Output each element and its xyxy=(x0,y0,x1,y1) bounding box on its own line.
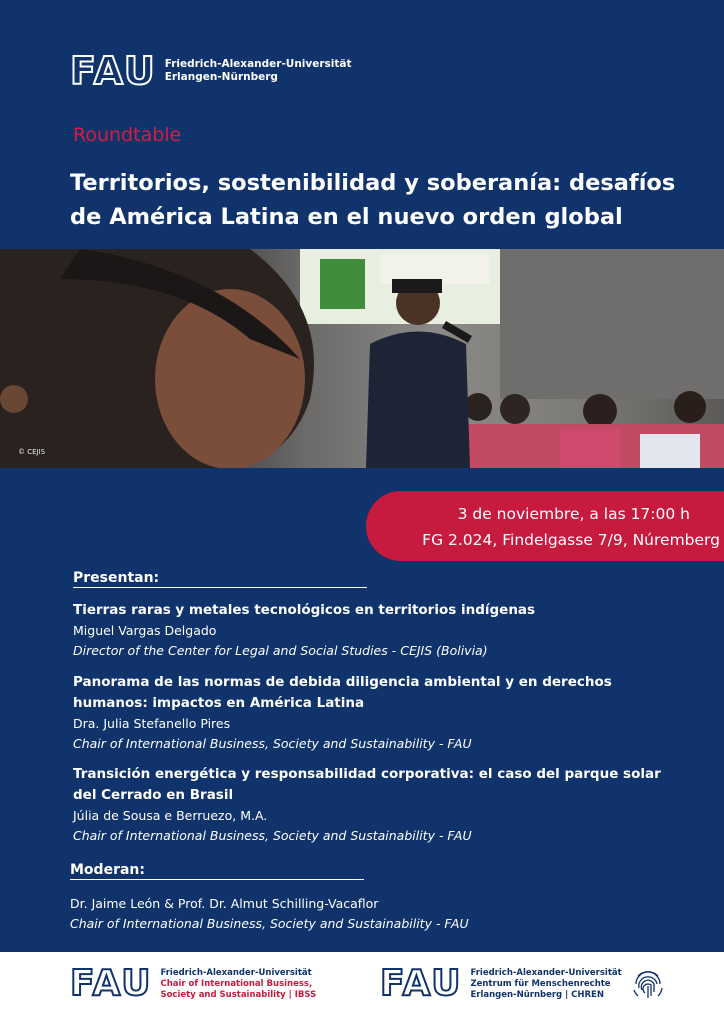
ibss-logo-line2: Chair of International Business, xyxy=(160,978,313,989)
university-name xyxy=(165,58,352,84)
talk-title-line1: Transición energética y responsabilidad corporativa: el caso del parque solar xyxy=(73,766,661,782)
presenters-heading: Presentan: xyxy=(73,570,367,588)
talk-title: Tierras raras y metales tecnológicos en territorios indígenas xyxy=(73,602,536,618)
ibss-logo-line3: Society and Sustainability | IBSS xyxy=(160,989,317,1000)
photo-illustration xyxy=(0,249,724,468)
fingerprint-icon xyxy=(630,966,666,1002)
moderator-affiliation: Chair of International Business, Society and Sustainability - FAU xyxy=(70,916,469,931)
ibss-logo-text xyxy=(160,968,316,1001)
talk-speaker: Dra. Julia Stefanello Pires xyxy=(73,716,231,731)
event-date: 3 de noviembre, a las 17:00 h xyxy=(457,505,690,523)
moderator-names: Dr. Jaime León & Prof. Dr. Almut Schilling-Vacaflor xyxy=(70,896,379,911)
university-name-line2: Erlangen-Nürnberg xyxy=(164,71,278,83)
talk-affiliation: Chair of International Business, Society and Sustainability - FAU xyxy=(73,828,472,843)
talk-speaker: Júlia de Sousa e Berruezo, M.A. xyxy=(73,808,268,823)
talk-title-line1: Panorama de las normas de debida diligencia ambiental y en derechos xyxy=(73,674,612,690)
talk-title-line2: del Cerrado en Brasil xyxy=(73,787,234,803)
talk-affiliation: Director of the Center for Legal and Social Studies - CEJIS (Bolivia) xyxy=(73,643,488,658)
event-title-line2: de América Latina en el nuevo orden global xyxy=(70,204,623,230)
event-location: FG 2.024, Findelgasse 7/9, Núremberg xyxy=(422,531,720,549)
fau-logo-wordmark: FAU xyxy=(70,49,157,93)
fau-logo-wordmark: FAU xyxy=(70,963,153,1004)
talk-2 xyxy=(73,672,693,754)
event-type-label: Roundtable xyxy=(73,124,182,146)
chren-logo-line3: Erlangen-Nürnberg | CHREN xyxy=(470,989,604,1000)
footer xyxy=(0,952,724,1024)
fau-header-logo xyxy=(70,49,352,93)
ibss-logo xyxy=(70,963,317,1004)
university-name-line1: Friedrich-Alexander-Universität xyxy=(164,58,352,70)
talk-1 xyxy=(73,600,693,661)
moderators-heading: Moderan: xyxy=(70,862,364,880)
talk-title-line2: humanos: impactos en América Latina xyxy=(73,695,365,711)
fau-logo-wordmark: FAU xyxy=(380,963,463,1004)
chren-logo-text xyxy=(470,968,621,1001)
moderators-block xyxy=(70,894,690,934)
ibss-logo-line1: Friedrich-Alexander-Universität xyxy=(160,967,312,978)
talk-3 xyxy=(73,764,693,846)
photo-credit: © CEJIS xyxy=(18,448,46,456)
event-photo xyxy=(0,249,724,468)
talk-affiliation: Chair of International Business, Society and Sustainability - FAU xyxy=(73,736,472,751)
chren-logo xyxy=(380,963,666,1004)
date-location-badge xyxy=(366,491,724,561)
event-title-line1: Territorios, sostenibilidad y soberanía: desafíos xyxy=(70,170,676,196)
talk-speaker: Miguel Vargas Delgado xyxy=(73,623,217,638)
event-title xyxy=(70,166,690,234)
chren-logo-line1: Friedrich-Alexander-Universität xyxy=(470,967,622,978)
chren-logo-line2: Zentrum für Menschenrechte xyxy=(470,978,611,989)
